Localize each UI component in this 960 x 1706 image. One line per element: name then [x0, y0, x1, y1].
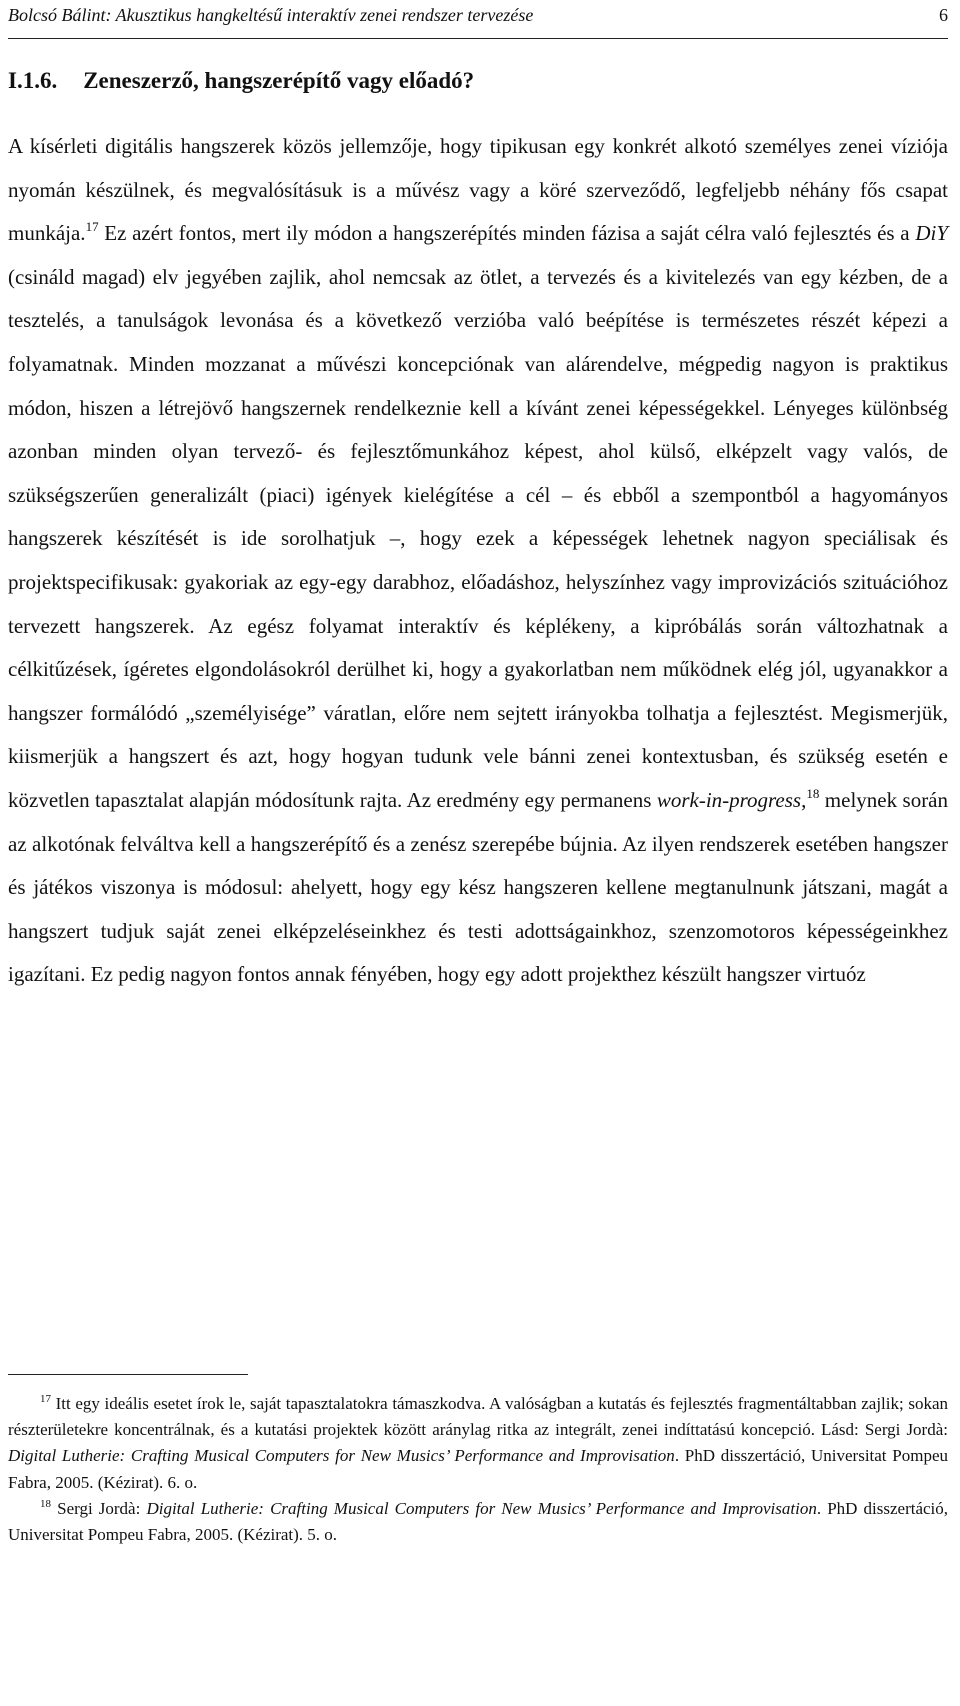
footnotes: [8, 1391, 948, 1548]
section-heading: [8, 66, 474, 96]
footnote-18: [8, 1496, 948, 1548]
footnote-text: . PhD disszertáció, Universitat Pompeu Fabra, 2005. (Kézirat). 6. o.: [8, 1446, 948, 1492]
footnote-text: . PhD disszertáció, Universitat Pompeu Fabra, 2005. (Kézirat). 5. o.: [8, 1498, 949, 1545]
footnote-cited-title: Digital Lutherie: Crafting Musical Computers for New Musics’ Performance and Improvisation: [146, 1498, 817, 1518]
footnote-cited-title: Digital Lutherie: Crafting Musical Computers for New Musics’ Performance and Improvisation: [8, 1446, 675, 1466]
page-number: 6: [939, 5, 948, 25]
header-title: Bolcsó Bálint: Akusztikus hangkeltésű interaktív zenei rendszer tervezése: [8, 5, 534, 25]
body-text-2: Ez azért fontos, mert ily módon a hangszerépítés minden fázisa a saját célra való fejlesztés és a: [98, 221, 916, 246]
footnote-text: Itt egy ideális esetet írok le, saját tapasztalatokra támaszkodva. A valóságban a kutatás és fejlesztés fragmentáltabban zajlik; sokan részterületekre koncentrálnak, és a kutatási projektek között aránylag ritka az integrált, zenei indíttatású koncepció. Lásd: Sergi Jordà:: [8, 1394, 948, 1440]
footnote-ref-18[interactable]: 18: [806, 785, 820, 801]
work-in-progress-term: work-in-progress: [656, 787, 802, 812]
footnote-text: Sergi Jordà:: [57, 1498, 147, 1518]
footnote-17: [8, 1391, 948, 1496]
body-text-3: (csináld magad) elv jegyében zajlik, ahol nemcsak az ötlet, a tervezés és a kivitelezés van egy kézben, de a tesztelés, a tanulságok levonása és a következő verzióba való beépítése is természetes részét képezi a folyamatnak. Minden mozzanat a művészi koncepciónak van alárendelve, mégpedig nagyon is praktikus módon, hiszen a létrejövő hangszernek rendelkeznie kell a kívánt zenei képességekkel. Lényeges különbség azonban minden olyan tervező- és fejlesztőmunkához képest, ahol külső, elképzelt vagy valós, de szükségszerűen generalizált (piaci) igények kielégítése a cél – és ebből a szempontból a hagyományos hangszerek készítését is ide sorolhatjuk –, hogy ezek a képességek lehetnek nagyon speciálisak és projektspecifikusak: gyakoriak az egy-egy darabhoz, előadáshoz, helyszínhez vagy improvizációs szituációhoz tervezett hangszerek. Az egész folyamat interaktív és képlékeny, a kipróbálás során változhatnak a célkitűzések, ígéretes elgondolásokról derülhet ki, hogy a gyakorlatban nem működnek elég jól, ugyanakkor a hangszer formálódó „személyisége” váratlan, előre nem sejtett irányokba tolhatja a fejlesztést. Megismerjük, kiismerjük a hangszert és azt, hogy hogyan tudunk vele bánni zenei kontextusban, és szükség esetén e közvetlen tapasztalat alapján módosítunk rajta. Az eredmény egy permanens: [8, 264, 948, 812]
body-text-5: melynek során az alkotónak felváltva kell a hangszerépítő és a zenész szerepébe bújnia. Az ilyen rendszerek esetében hangszer és játékos viszonya is módosul: ahelyett, hogy egy kész hangszeren kellene megtanulnunk játszani, magát a hangszert tudjuk saját zenei elképzeléseinkhez és testi adottságainkhoz, szenzomotoros képességeinkhez igazítani. Ez pedig nagyon fontos annak fényében, hogy egy adott projekthez készült hangszer virtuóz: [8, 787, 949, 987]
section-number: I.1.6.: [8, 68, 58, 93]
footnote-separator: [8, 1374, 248, 1375]
section-title: Zeneszerző, hangszerépítő vagy előadó?: [83, 68, 475, 93]
footnote-mark: 17: [40, 1393, 51, 1405]
body-paragraph: [8, 125, 948, 997]
body-text-1: A kísérleti digitális hangszerek közös jellemzője, hogy tipikusan egy konkrét alkotó személyes zenei víziója nyomán készülnek, és megvalósításuk is a művész vagy a köré szerveződő, legfeljebb néhány fős csapat munkája.: [8, 134, 948, 246]
body-text-4: ,: [801, 787, 807, 812]
diy-term: DiY: [915, 221, 948, 246]
footnote-mark: 18: [40, 1497, 51, 1510]
running-header: [8, 2, 948, 39]
footnote-ref-17[interactable]: 17: [85, 219, 99, 235]
